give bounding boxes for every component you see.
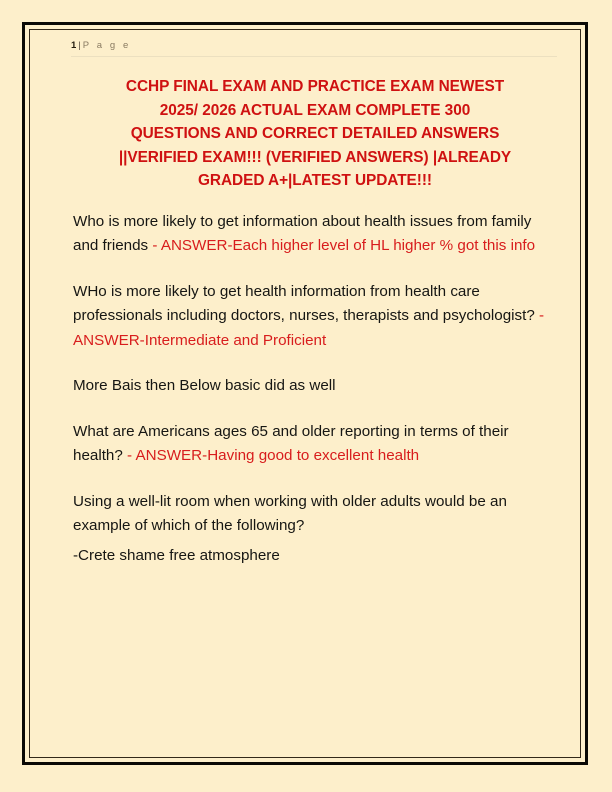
question-text: WHo is more likely to get health information from health care professionals including doctors, nurses, therapists and psychologist? xyxy=(73,282,535,324)
answer-text: - ANSWER-Having good to excellent health xyxy=(122,447,420,464)
title-line: 2025/ 2026 ACTUAL EXAM COMPLETE 300 xyxy=(159,101,471,119)
running-header xyxy=(71,37,559,55)
qa-block xyxy=(73,210,547,259)
page-content xyxy=(71,37,559,752)
qa-block xyxy=(73,490,547,569)
answer-text: - ANSWER-Intermediate and Proficient xyxy=(73,307,545,349)
qa-block xyxy=(73,420,547,469)
document-body xyxy=(71,210,559,569)
title-line: QUESTIONS AND CORRECT DETAILED ANSWERS xyxy=(130,125,500,142)
title-line: GRADED A+|LATEST UPDATE!!! xyxy=(198,172,432,189)
question-text: More Bais then Below basic did as well xyxy=(73,377,336,394)
followup-text: -Crete shame free atmosphere xyxy=(73,546,280,564)
page-number: 1 xyxy=(71,40,77,51)
header-page-label: P a g e xyxy=(82,40,131,51)
answer-text: - ANSWER-Each higher level of HL higher % got this info xyxy=(148,237,536,254)
header-divider xyxy=(71,56,557,57)
qa-block xyxy=(73,374,547,399)
header-separator: | xyxy=(78,40,81,51)
page-border-frame xyxy=(22,22,588,765)
title-line: CCHP FINAL EXAM AND PRACTICE EXAM NEWEST xyxy=(125,78,505,95)
question-text: What are Americans ages 65 and older reporting in terms of their health? xyxy=(73,422,509,464)
title-line: ||VERIFIED EXAM!!! (VERIFIED ANSWERS) |ALREADY xyxy=(118,148,512,166)
qa-block xyxy=(73,280,547,354)
question-text: Who is more likely to get information about health issues from family and friends xyxy=(73,212,532,254)
question-text: Using a well-lit room when working with older adults would be an example of which of the following? xyxy=(73,492,507,534)
document-title xyxy=(71,75,559,193)
